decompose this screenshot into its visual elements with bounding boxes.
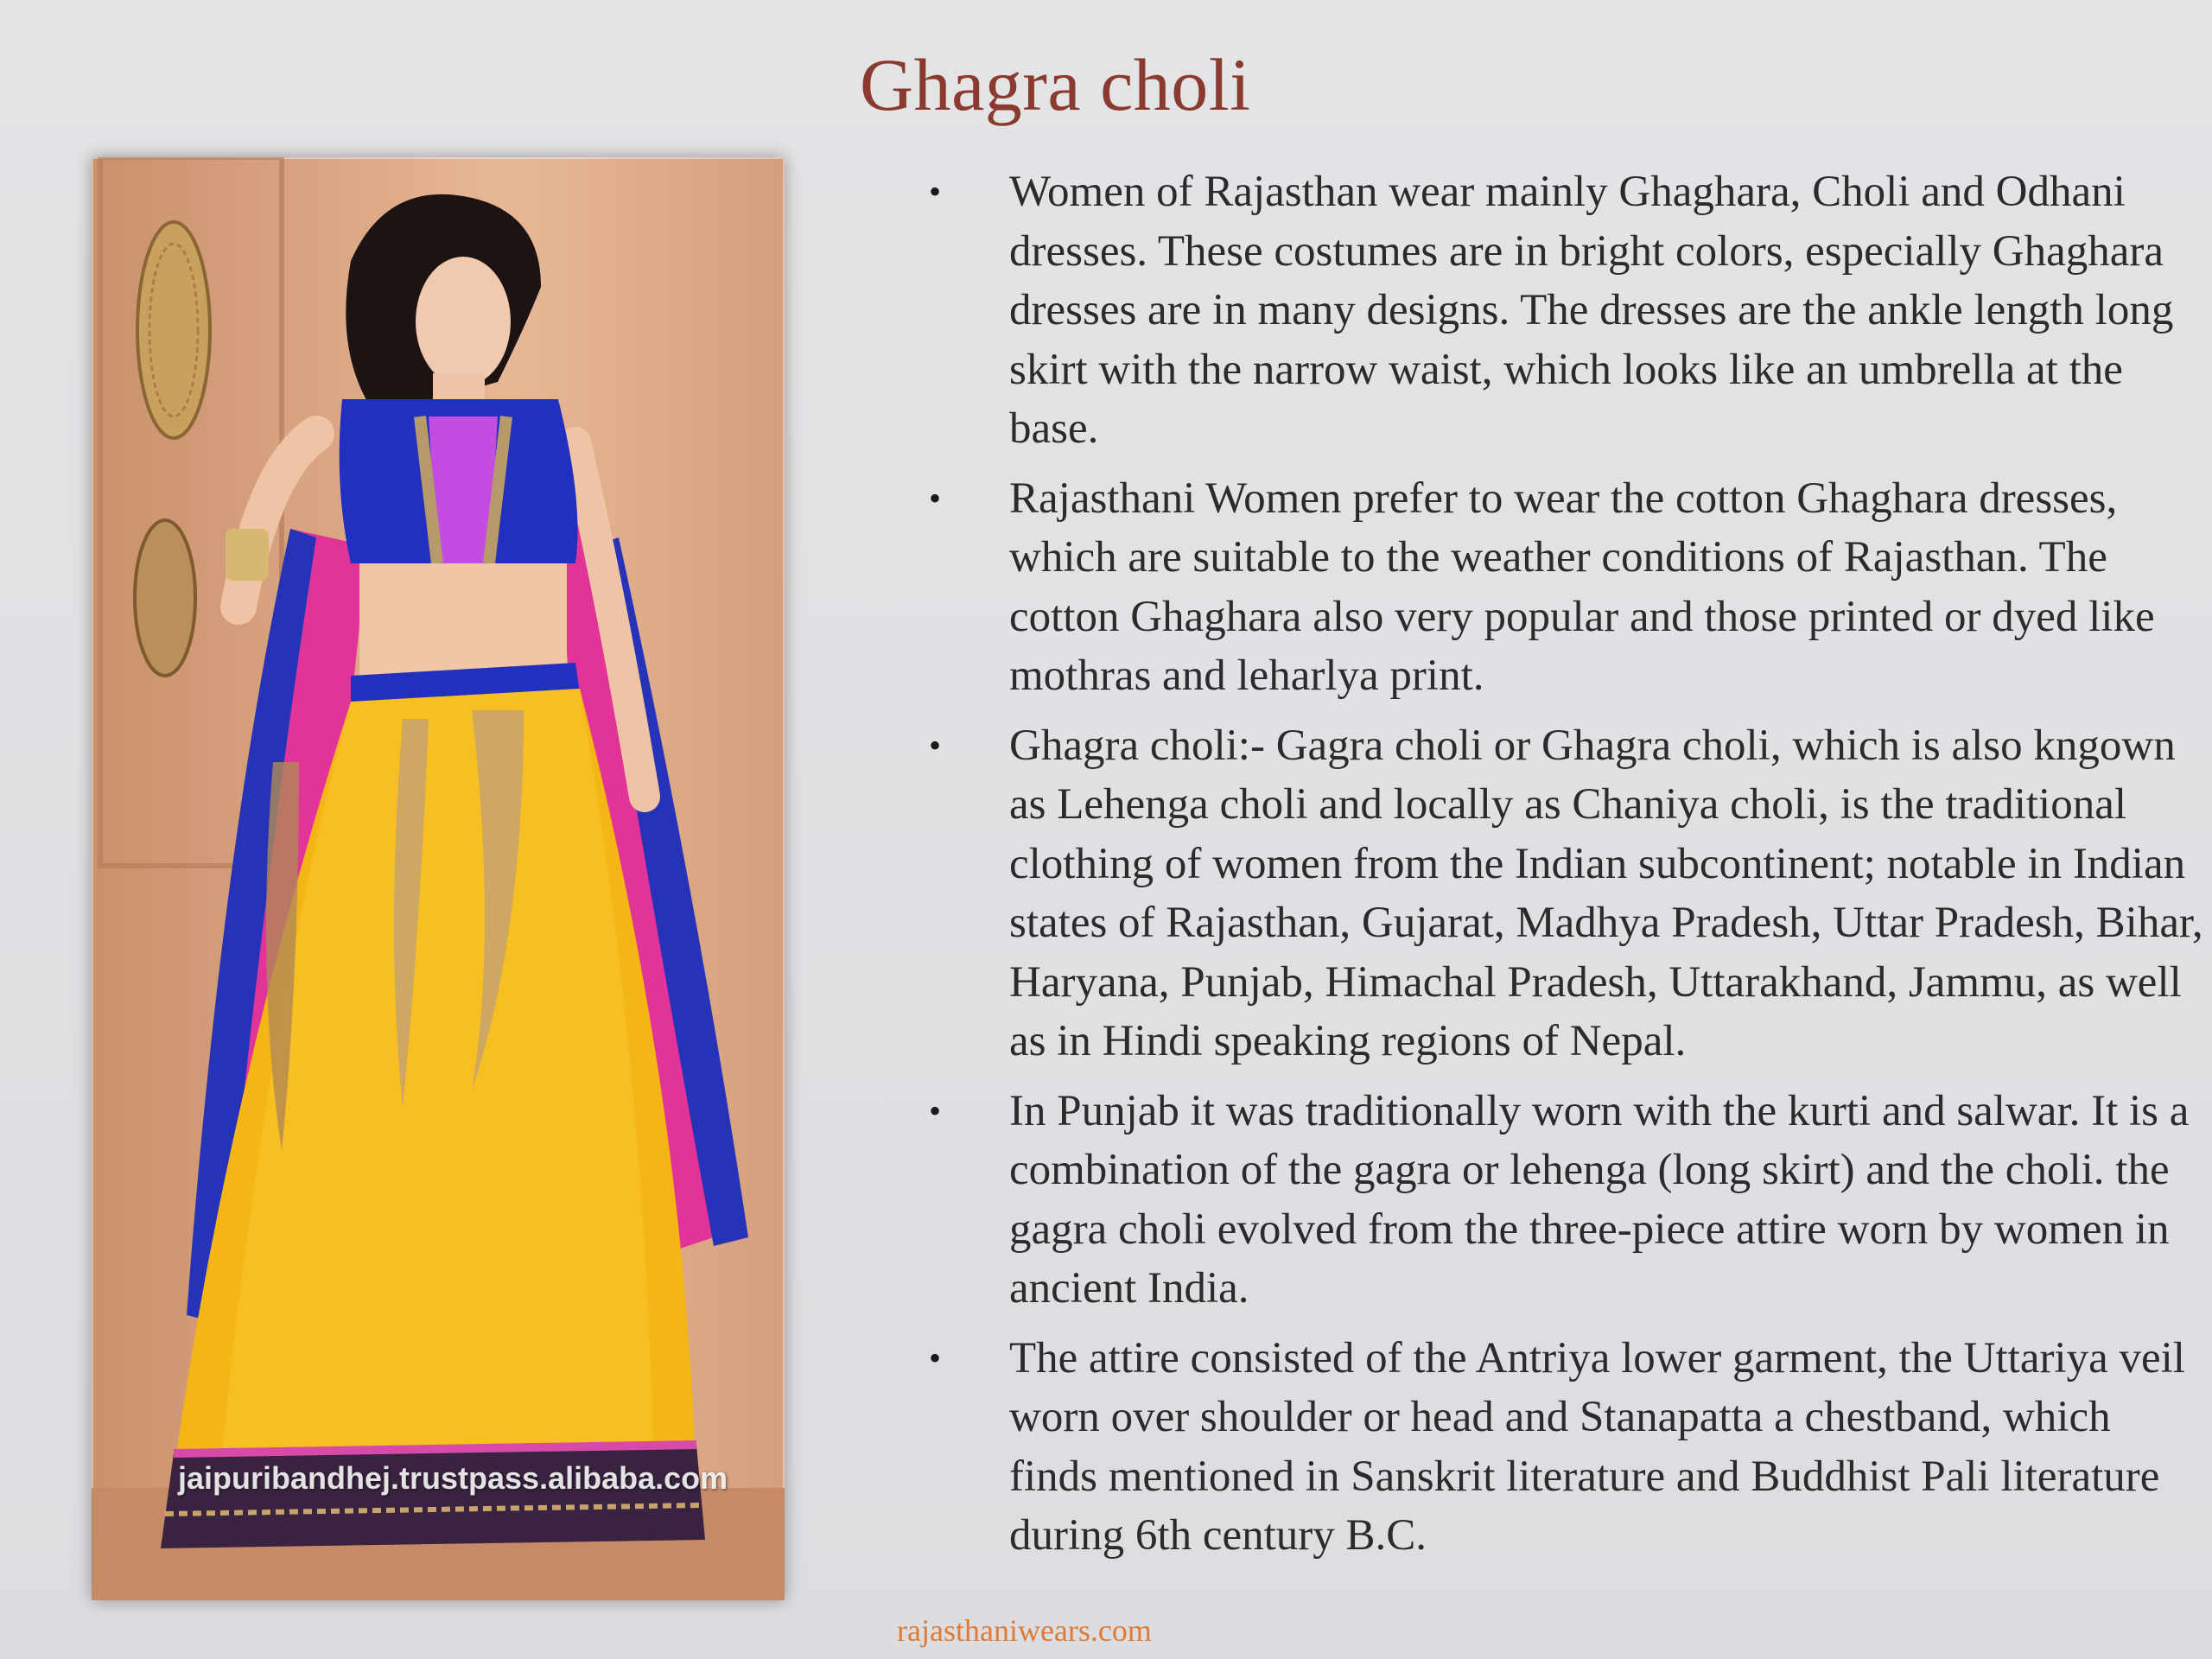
bullet-text: In Punjab it was traditionally worn with the kurti and salwar. It is a combination of the gagra or lehenga (long skirt) and the choli. the gagra choli evolved from the three-piece attire worn by women in ancient India. xyxy=(1009,1086,2190,1313)
bullet-item xyxy=(916,162,2203,459)
bullet-item xyxy=(916,716,2203,1071)
bullet-text: Rajasthani Women prefer to wear the cotton Ghaghara dresses, which are suitable to the weather conditions of Rajasthan. The cotton Ghaghara also very popular and those printed or dyed like mothras and leharlya print. xyxy=(1009,474,2155,700)
slide-title: Ghagra choli xyxy=(860,43,1251,126)
source-footer: rajasthaniwears.com xyxy=(897,1613,1152,1648)
bullet-icon: • xyxy=(929,1090,942,1130)
bullet-icon: • xyxy=(929,1338,942,1377)
bullet-text: The attire consisted of the Antriya lower garment, the Uttariya veil worn over shoulder or head and Stanapatta a chestband, which finds mentioned in Sanskrit literature and Buddhist Pali literature during 6th century B.C. xyxy=(1009,1333,2185,1560)
lehenga-photo xyxy=(92,157,785,1600)
bullet-item xyxy=(916,1082,2203,1319)
bullet-item xyxy=(916,469,2203,706)
woman-in-lehenga-photo-icon xyxy=(92,157,785,1600)
bullet-text: Women of Rajasthan wear mainly Ghaghara, Choli and Odhani dresses. These costumes are in bright colors, especially Ghaghara dresses are in many designs. The dresses are the ankle length long skirt with the narrow waist, which looks like an umbrella at the base. xyxy=(1009,168,2174,453)
bullet-icon: • xyxy=(929,725,942,765)
photo-watermark: jaipuribandhej.trustpass.alibaba.com xyxy=(178,1460,728,1496)
bullet-text: Ghagra choli:- Gagra choli or Ghagra choli, which is also kngown as Lehenga choli and locally as Chaniya choli, is the traditional clothing of women from the Indian subcontinent; notable in Indian states of Rajasthan, Gujarat, Madhya Pradesh, Uttar Pradesh, Bihar, Haryana, Punjab, Himachal Pradesh, Uttarakhand, Jammu, as well as in Hindi speaking regions of Nepal. xyxy=(1009,721,2203,1065)
bullet-list xyxy=(916,162,2203,1576)
bullet-icon: • xyxy=(929,172,942,211)
bullet-item xyxy=(916,1329,2203,1566)
bullet-icon: • xyxy=(929,478,942,518)
